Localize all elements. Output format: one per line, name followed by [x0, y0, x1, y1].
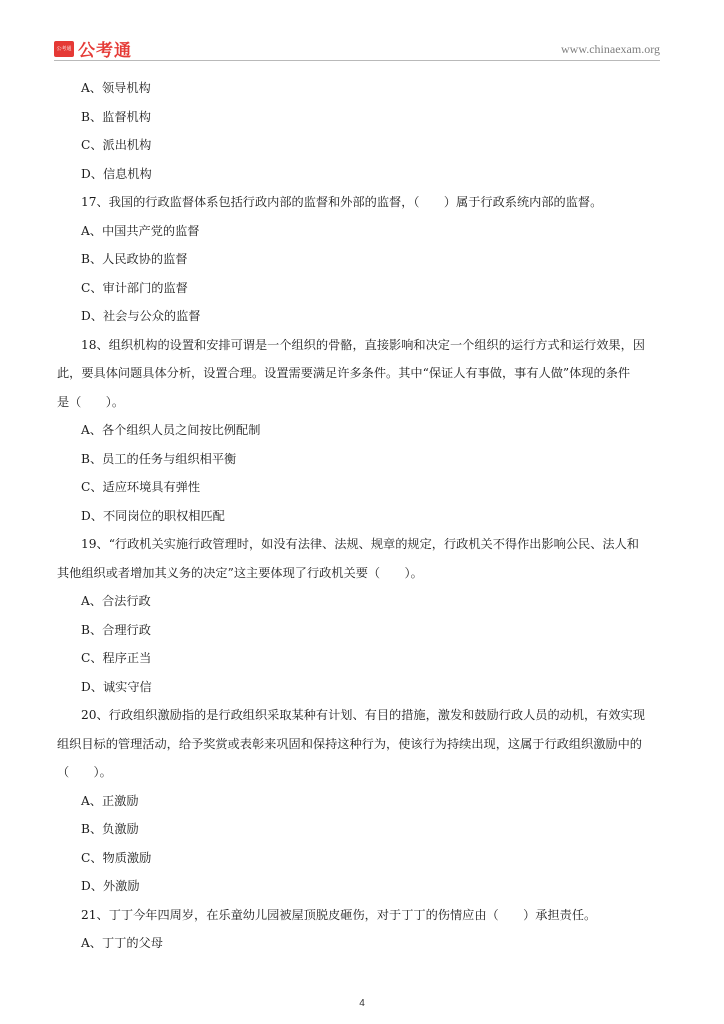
question-20-line-3: （ ）。: [57, 765, 112, 779]
option-19-a: A、合法行政: [81, 594, 151, 608]
question-19: [57, 534, 669, 583]
question-20-line-2: 组织目标的管理活动，给予奖赏或表彰来巩固和保持这种行为，使该行为持续出现，这属于行政组织激励中的: [57, 736, 642, 751]
question-18: [57, 335, 669, 412]
option-20-b: B、负激励: [81, 822, 139, 836]
option-20-d: D、外激励: [81, 879, 140, 893]
option-19-b: B、合理行政: [81, 622, 151, 637]
page-header: [0, 0, 724, 70]
option-18-d: D、不同岗位的职权相匹配: [81, 508, 225, 523]
option-21-a: A、丁丁的父母: [81, 936, 163, 950]
option-19-c: C、程序正当: [81, 651, 152, 665]
option-16-c: C、派出机构: [81, 138, 152, 152]
option-16-d: D、信息机构: [81, 166, 152, 181]
option-19-d: D、诚实守信: [81, 679, 152, 694]
question-19-line-1: 19、“行政机关实施行政管理时，如没有法律、法规、规章的规定，行政机关不得作出影响公民、法人和: [81, 537, 639, 551]
option-16-a: A、领导机构: [81, 81, 151, 95]
option-17-c: C、审计部门的监督: [81, 280, 188, 295]
logo-badge-icon: 公考通: [54, 41, 74, 57]
question-20: [57, 705, 669, 782]
option-20-c: C、物质激励: [81, 850, 152, 865]
option-17-b: B、人民政协的监督: [81, 252, 188, 266]
header-divider: [54, 60, 660, 61]
option-17-d: D、社会与公众的监督: [81, 309, 201, 323]
question-18-line-2: 此，要具体问题具体分析，设置合理。设置需要满足许多条件。其中“保证人有事做，事有人做”体现的条件: [57, 366, 631, 380]
option-18-c: C、适应环境具有弹性: [81, 480, 201, 494]
page-number: 4: [359, 998, 365, 1009]
option-20-a: A、正激励: [81, 793, 139, 808]
option-16-b: B、监督机构: [81, 109, 151, 124]
question-18-line-3: 是（ ）。: [57, 394, 125, 409]
question-20-line-1: 20、行政组织激励指的是行政组织采取某种有计划、有目的措施，激发和鼓励行政人员的动机，有效实现: [81, 708, 645, 722]
option-18-a: A、各个组织人员之间按比例配制: [81, 423, 261, 437]
option-17-a: A、中国共产党的监督: [81, 223, 200, 238]
question-18-line-1: 18、组织机构的设置和安排可谓是一个组织的骨骼，直接影响和决定一个组织的运行方式和运行效果，因: [81, 337, 645, 352]
site-url[interactable]: www.chinaexam.org: [561, 42, 660, 56]
logo-text: 公考通: [78, 41, 132, 61]
question-19-line-2: 其他组织或者增加其义务的决定”这主要体现了行政机关要（ ）。: [57, 565, 423, 580]
option-18-b: B、员工的任务与组织相平衡: [81, 451, 237, 466]
logo[interactable]: [54, 36, 132, 61]
document-body: [57, 78, 669, 962]
question-17: 17、我国的行政监督体系包括行政内部的监督和外部的监督，（ ）属于行政系统内部的监督。: [81, 195, 603, 209]
question-21: 21、丁丁今年四周岁，在乐童幼儿园被屋顶脱皮砸伤，对于丁丁的伤情应由（ ）承担责任。: [81, 907, 597, 922]
